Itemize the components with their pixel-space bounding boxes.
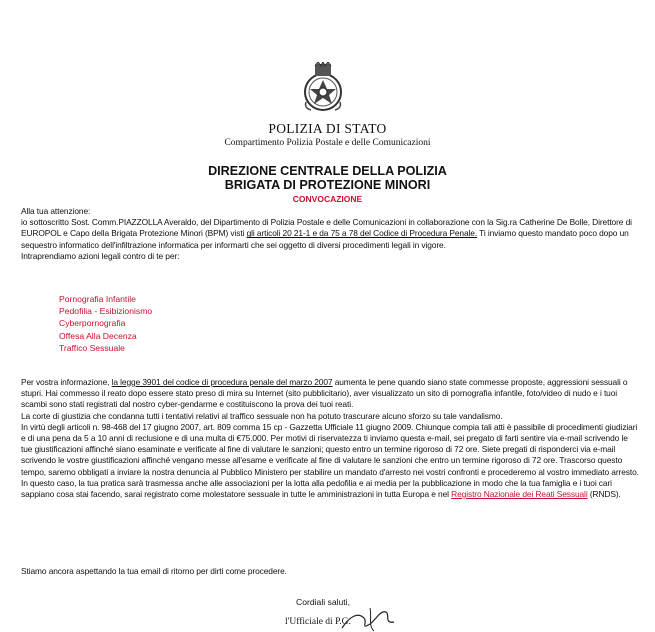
articles-reference-link[interactable]: gli articoli 20 21-1 e da 75 a 78 del Codice di Procedura Penale.	[246, 228, 478, 239]
charge-item: Offesa Alla Decenza	[59, 330, 137, 341]
intro-paragraph	[21, 217, 639, 251]
signature-icon	[340, 606, 400, 632]
details-text-b: aumenta le pene quando siano state commesse proposte, aggressioni sessuali o stupri. Hai commesso il reato dopo essere stato preso di mira su Internet (sito pubblicitario), aver visualizzato un sito di pornografia infantile, foto/video di nudo e i tuoi scambi sono stati registrati dal nostro cyber-gendarme e costituiscono la prova dei tuoi reati.	[21, 377, 628, 410]
details-text-c: In virtù degli articoli n. 98-468 del 17 giugno 2007, art. 809 comma 15 cp - Gazzetta Ufficiale 11 giugno 2009. Chiunque compia tali atti è passibile di procedimenti giudiziari e di una pena da 5 a 10 anni di reclusione e di una multa di €75.000. Per motivi di riservatezza ti inviamo questa e-mail, sei pregato di farti sentire via e-mail scrivendo le tue giustificazioni affinché siano esaminate e verificate al fine di valutare le sanzioni; questo entro un termine rigoroso di 72 ore. Siete pregati di risponderci via e-mail scrivendo le vostre giustificazioni affinché vengano messe all'esame e verificate al fine di valutare le sanzioni che entro un termine rigoroso di 72 ore. Trascorso questo tempo, saremo obbligati a inviare la nostra denuncia al Pubblico Ministero per stabilire un mandato d'arresto nei vostri confronti e procederemo al vostro immediato arresto. In questo caso, la tua pratica sarà trasmessa anche alle associazioni per la lotta alla pedofilia e ai media per la pubblicazione in modo che la tua famiglia e i tuoi cari sappiano cosa stai facendo, sarai registrato come molestatore sessuale in tutte le amministrazioni in tutta Europa e nel	[21, 421, 639, 500]
law-reference-link[interactable]: la legge 3901 del codice di procedura penale del marzo 2007	[111, 377, 333, 387]
charge-item: Cyberpornografia	[59, 318, 126, 329]
directorate-title: DIREZIONE CENTRALE DELLA POLIZIA	[208, 164, 447, 178]
charges-list	[59, 293, 152, 354]
convocation-label: CONVOCAZIONE	[292, 194, 363, 204]
intro-text-b: Ti inviamo questo mandato poco dopo un sequestro informatico dell'infiltrazione informatica per informarti che sei oggetto di diversi procedimenti legali in vigore.	[21, 228, 629, 250]
details-section	[21, 377, 639, 500]
charge-item: Traffico Sessuale	[59, 342, 125, 353]
court-paragraph: La corte di giustizia che condanna tutti i tentativi relativi al traffico sessuale non ha potuto trascurare alcuno sforzo su tale vandalismo.	[21, 410, 503, 421]
salutation: Alla tua attenzione:	[21, 206, 91, 216]
regards: Cordiali saluti,	[296, 597, 350, 607]
registry-link[interactable]: Registro Nazionale dei Reati Sessuali	[451, 489, 588, 500]
intro-section	[21, 206, 639, 262]
brigade-title: BRIGATA DI PROTEZIONE MINORI	[224, 178, 431, 192]
signer-title: l'Ufficiale di P.G.	[285, 617, 351, 627]
details-text-a: Per vostra informazione,	[21, 377, 112, 387]
legal-actions-line: Intraprendiamo azioni legali contro di te per:	[21, 250, 180, 261]
closing-line: Stiamo ancora aspettando la tua email di ritorno per dirti come procedere.	[21, 566, 287, 576]
intro-text-a: io sottoscritto Sost. Comm.PIAZZOLLA Averaldo, del Dipartimento di Polizia Postale e delle Comunicazioni in collaborazione con la Sig.ra Catherine De Bolle, Direttore di EUROPOL e Capo della Brigata Protezione Minori (BPM) visti	[21, 217, 632, 239]
details-paragraph	[21, 377, 639, 411]
emblem-icon	[301, 62, 345, 114]
agency-department: Compartimento Polizia Postale e delle Comunicazioni	[224, 138, 431, 148]
charge-item: Pedofilia - Esibizionismo	[59, 306, 153, 317]
agency-name: POLIZIA DI STATO	[268, 121, 387, 136]
articles-paragraph	[21, 422, 639, 500]
details-text-d: (RNDS).	[587, 489, 621, 500]
charge-item: Pornografia Infantile	[59, 294, 136, 304]
